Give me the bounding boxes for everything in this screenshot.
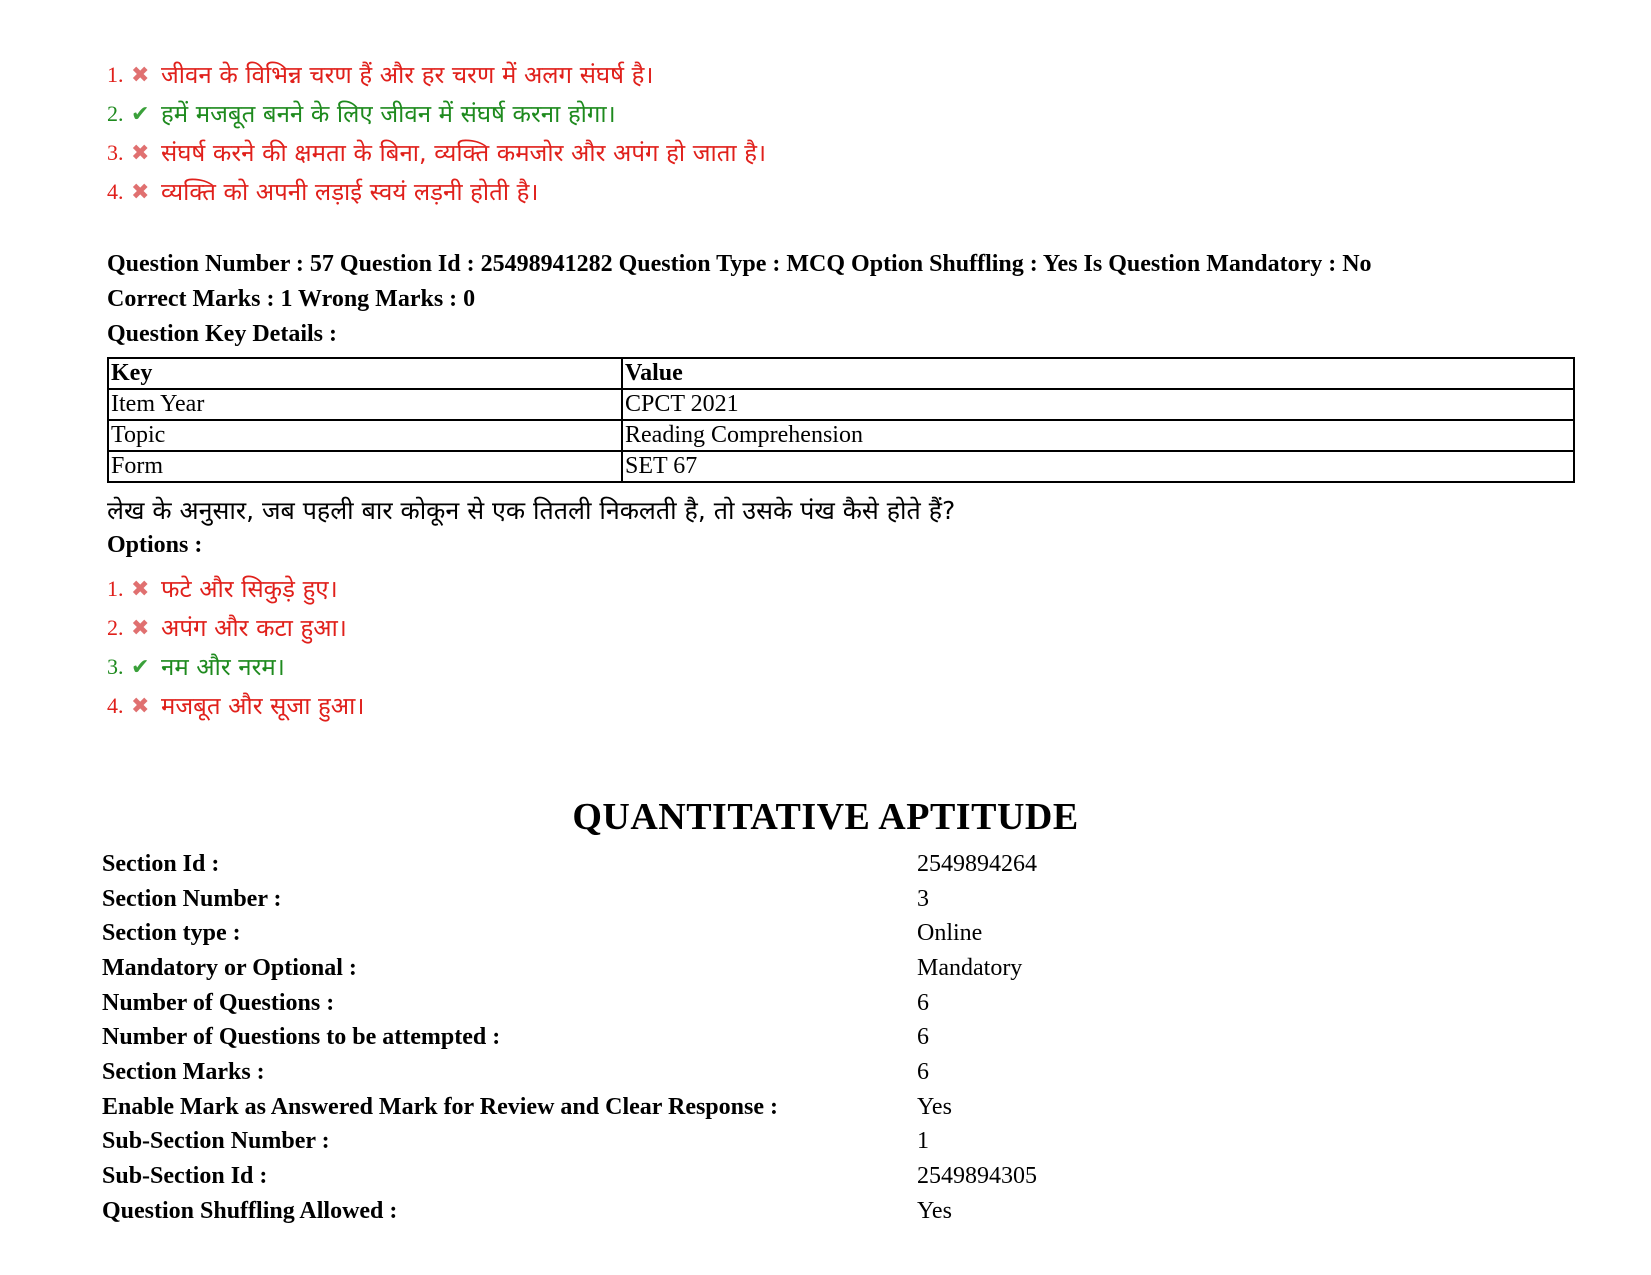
section-row-label: Sub-Section Id : — [102, 1163, 268, 1190]
option-text: व्यक्ति को अपनी लड़ाई स्वयं लड़नी होती है। — [161, 178, 539, 206]
option-number: 1. — [107, 61, 124, 87]
option — [107, 569, 364, 608]
question-meta — [107, 247, 1372, 352]
question-text: लेख के अनुसार, जब पहली बार कोकून से एक तितली निकलती है, तो उसके पंख कैसे होते हैं? — [107, 496, 956, 525]
section-row-value: Mandatory — [917, 954, 1023, 981]
prev-option — [107, 172, 766, 211]
section-row-label: Enable Mark as Answered Mark for Review and Clear Response : — [102, 1093, 778, 1120]
row-value: SET 67 — [622, 451, 1574, 482]
cross-icon: ✖ — [131, 139, 150, 165]
cross-icon: ✖ — [131, 692, 150, 718]
check-icon: ✔ — [131, 100, 150, 126]
section-row — [102, 986, 1602, 1021]
section-row — [102, 1055, 1602, 1090]
section-row-value: 2549894264 — [917, 850, 1037, 877]
question-key-table — [107, 357, 1575, 483]
option-number: 2. — [107, 100, 124, 126]
option-number: 4. — [107, 178, 124, 204]
section-row — [102, 882, 1602, 917]
question-options — [107, 569, 364, 725]
option-text: मजबूत और सूजा हुआ। — [161, 692, 365, 720]
section-row-label: Number of Questions to be attempted : — [102, 1024, 501, 1051]
previous-question-options — [107, 55, 766, 211]
section-title: QUANTITATIVE APTITUDE — [572, 796, 1079, 838]
section-row — [102, 1194, 1602, 1229]
section-row-value: Online — [917, 920, 983, 947]
table-row — [108, 389, 1574, 420]
option-number: 4. — [107, 692, 124, 718]
section-details — [102, 847, 1602, 1229]
option-text: फटे और सिकुड़े हुए। — [161, 575, 338, 603]
row-value: Reading Comprehension — [622, 420, 1574, 451]
section-row-label: Number of Questions : — [102, 989, 335, 1016]
section-row — [102, 1125, 1602, 1160]
prev-option — [107, 55, 766, 94]
prev-option — [107, 94, 766, 133]
check-icon: ✔ — [131, 653, 150, 679]
prev-option — [107, 133, 766, 172]
section-row-value: 6 — [917, 989, 929, 1016]
section-row — [102, 916, 1602, 951]
section-row — [102, 1090, 1602, 1125]
option — [107, 608, 364, 647]
section-row-label: Section Marks : — [102, 1058, 265, 1085]
section-row-label: Section Number : — [102, 885, 282, 912]
section-row — [102, 1159, 1602, 1194]
option — [107, 647, 364, 686]
section-row-value: Yes — [917, 1197, 952, 1224]
row-key: Item Year — [108, 389, 622, 420]
section-row — [102, 1020, 1602, 1055]
section-row-value: Yes — [917, 1093, 952, 1120]
section-row-label: Section Id : — [102, 850, 220, 877]
cross-icon: ✖ — [131, 614, 150, 640]
option-text: संघर्ष करने की क्षमता के बिना, व्यक्ति कमजोर और अपंग हो जाता है। — [161, 139, 767, 167]
header-key: Key — [108, 358, 622, 389]
section-row-value: 3 — [917, 885, 929, 912]
table-header-row — [108, 358, 1574, 389]
section-row-value: 6 — [917, 1024, 929, 1051]
marks-line: Correct Marks : 1 Wrong Marks : 0 — [107, 286, 476, 312]
section-row-label: Sub-Section Number : — [102, 1128, 330, 1155]
header-value: Value — [622, 358, 1574, 389]
key-details-label: Question Key Details : — [107, 321, 337, 347]
row-value: CPCT 2021 — [622, 389, 1574, 420]
option-number: 3. — [107, 653, 124, 679]
cross-icon: ✖ — [131, 575, 150, 601]
section-row-value: 2549894305 — [917, 1163, 1037, 1190]
option — [107, 686, 364, 725]
row-key: Form — [108, 451, 622, 482]
options-label: Options : — [107, 532, 203, 558]
section-row-label: Question Shuffling Allowed : — [102, 1197, 398, 1224]
section-row — [102, 847, 1602, 882]
option-text: नम और नरम। — [161, 653, 285, 681]
cross-icon: ✖ — [131, 61, 150, 87]
option-number: 2. — [107, 614, 124, 640]
row-key: Topic — [108, 420, 622, 451]
option-text: जीवन के विभिन्न चरण हैं और हर चरण में अलग संघर्ष है। — [161, 61, 654, 89]
table-row — [108, 420, 1574, 451]
option-text: हमें मजबूत बनने के लिए जीवन में संघर्ष करना होगा। — [161, 100, 616, 128]
option-text: अपंग और कटा हुआ। — [161, 614, 347, 642]
table-row — [108, 451, 1574, 482]
cross-icon: ✖ — [131, 178, 150, 204]
question-meta-line: Question Number : 57 Question Id : 25498941282 Question Type : MCQ Option Shuffling : Yes Is Question Mandatory : No — [107, 251, 1372, 277]
section-row-label: Section type : — [102, 920, 241, 947]
section-row — [102, 951, 1602, 986]
section-row-value: 6 — [917, 1058, 929, 1085]
option-number: 1. — [107, 575, 124, 601]
section-row-value: 1 — [917, 1128, 929, 1155]
option-number: 3. — [107, 139, 124, 165]
section-row-label: Mandatory or Optional : — [102, 954, 357, 981]
